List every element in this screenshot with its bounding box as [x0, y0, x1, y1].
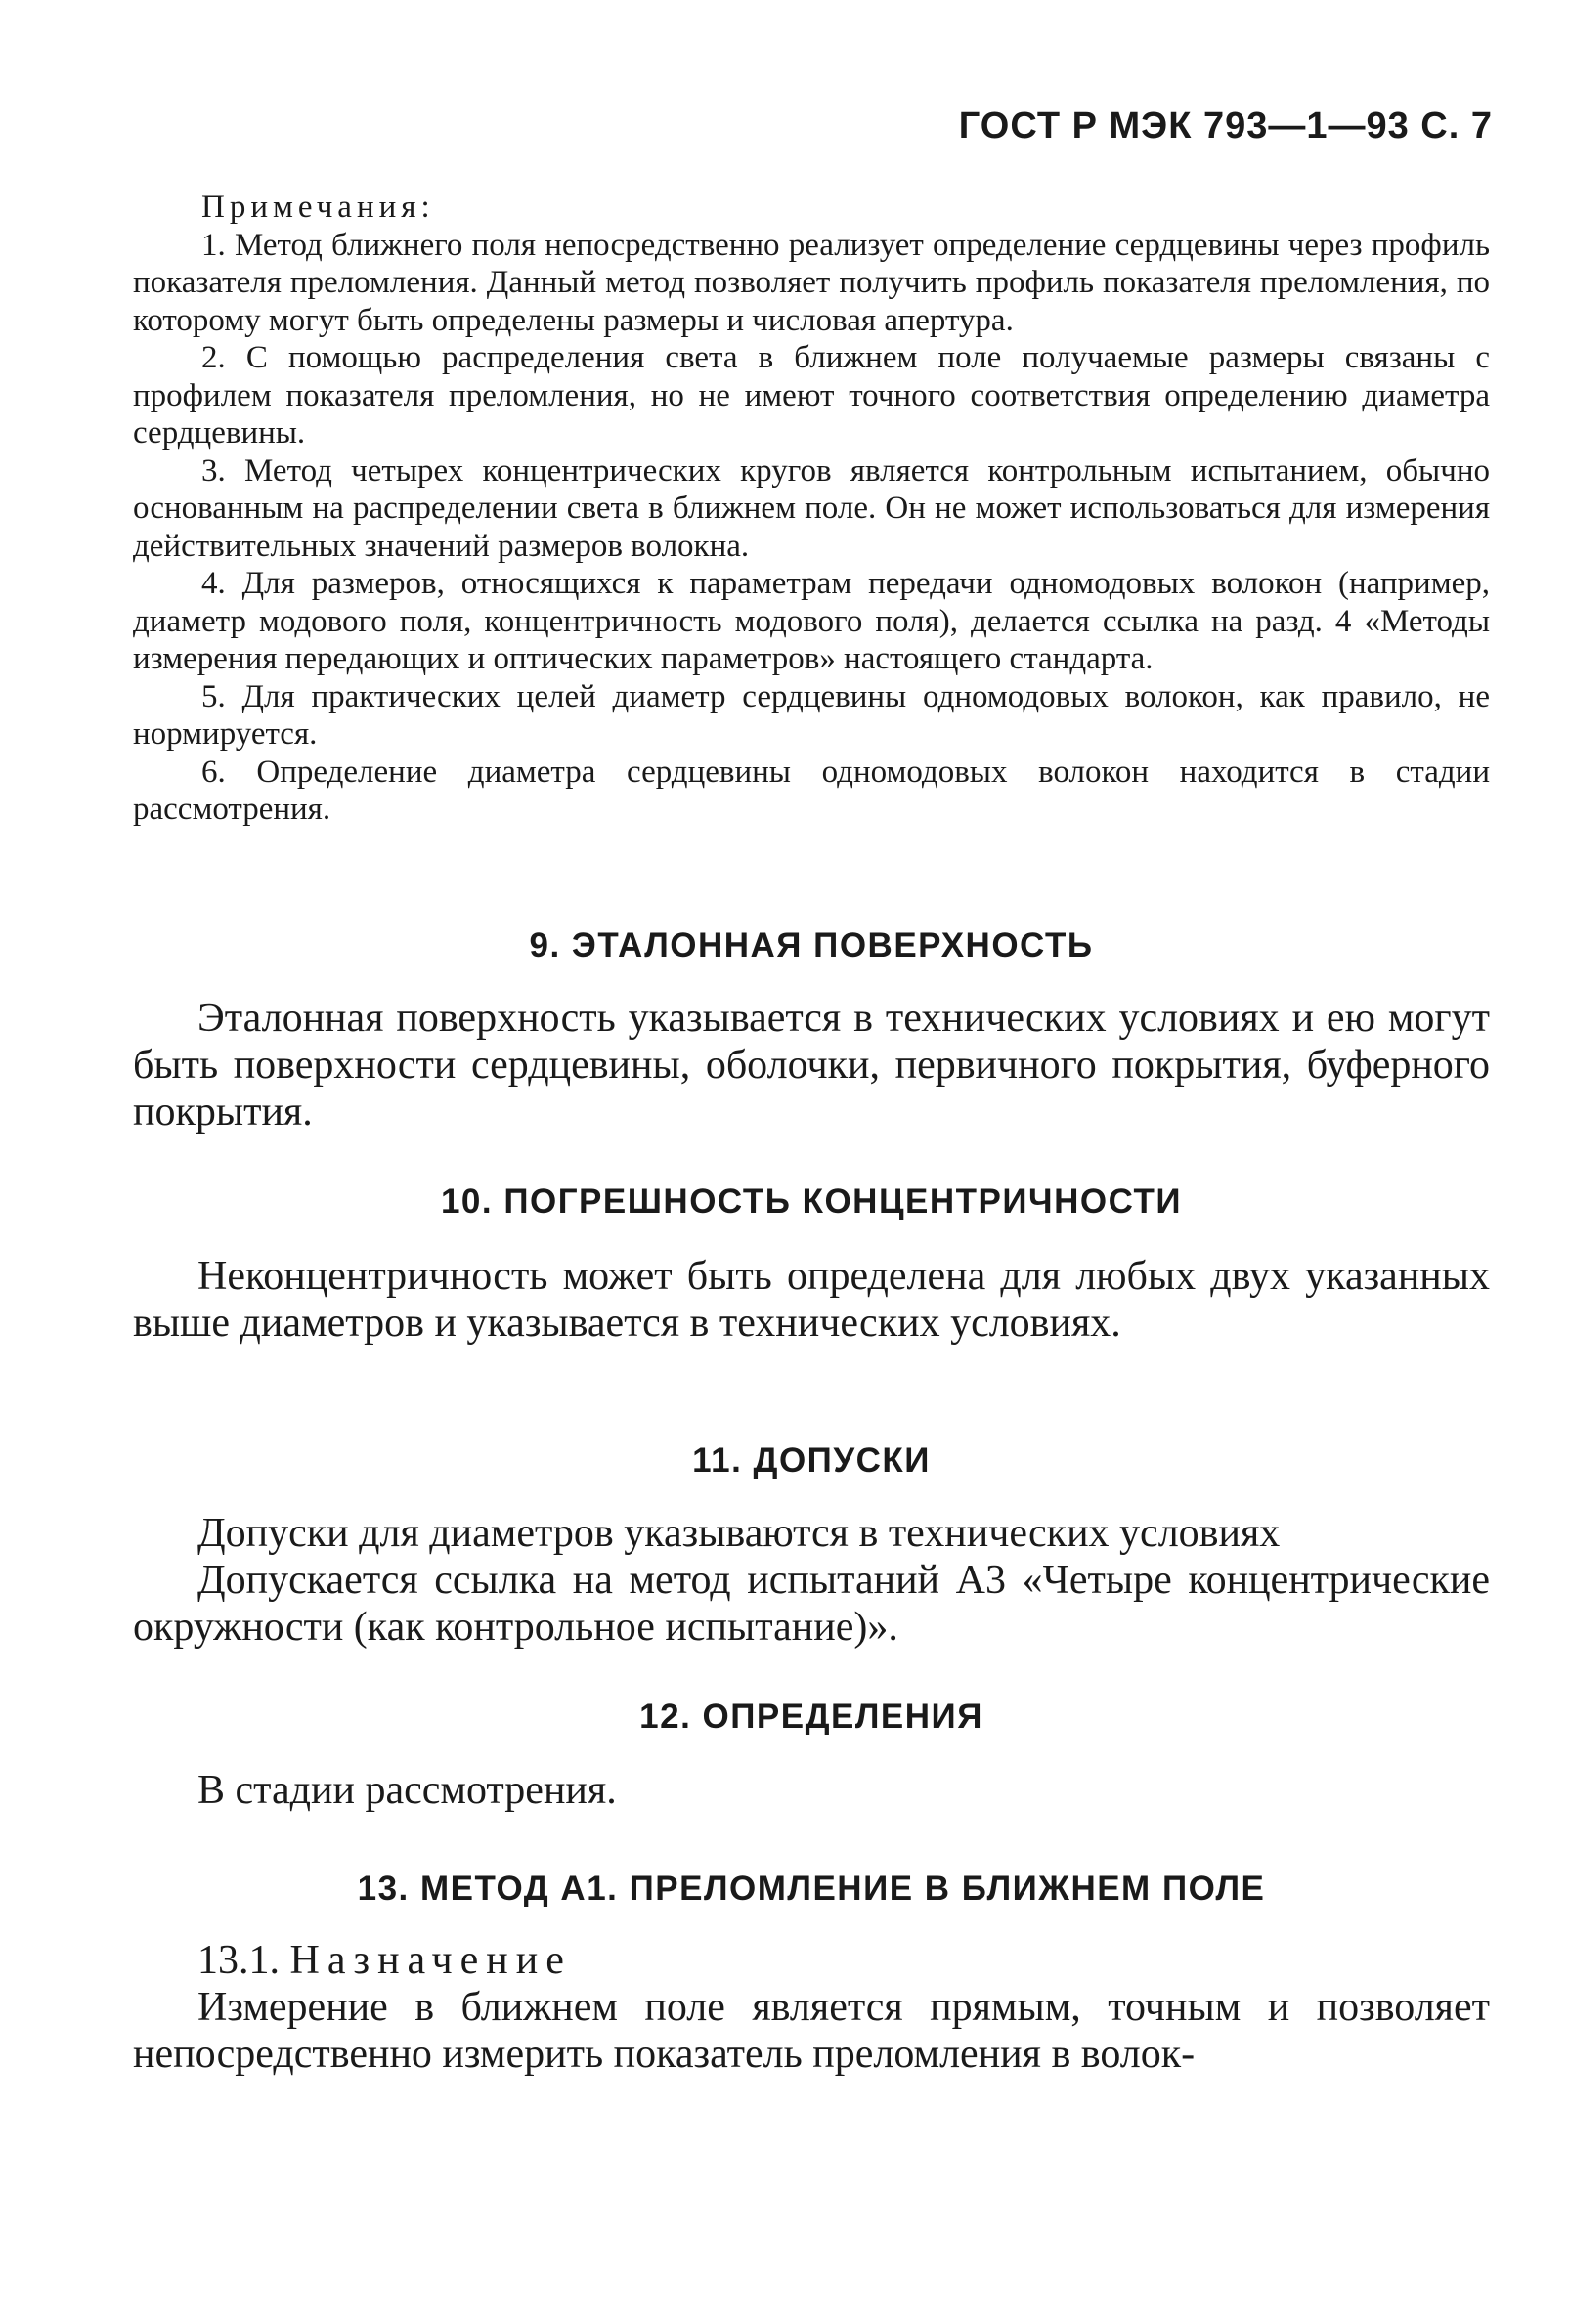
section-9-text: Эталонная поверхность указывается в технических условиях и ею могут быть поверхности сердцевины, оболочки, первичного покрытия, буферного покрытия.: [133, 996, 1490, 1135]
section-11-heading: 11. ДОПУСКИ: [692, 1442, 931, 1480]
subsection-number: 13.1.: [197, 1938, 280, 1983]
section-11-body: [133, 1510, 1490, 1651]
section-12-body: [133, 1767, 1490, 1814]
notes-block: [133, 189, 1490, 829]
note-item: 4. Для размеров, относящихся к параметрам передачи одномодовых волокон (например, диаметр модового поля, концентричность модового поля), делается ссылка на разд. 4 «Методы измерения передающих и оптических параметров» настоящего стандарта.: [133, 566, 1490, 676]
running-header: ГОСТ Р МЭК 793—1—93 С. 7: [958, 106, 1493, 147]
section-9-heading: 9. ЭТАЛОННАЯ ПОВЕРХНОСТЬ: [529, 926, 1094, 965]
section-13-text: Измерение в ближнем поле является прямым, точным и позволяет непосредственно измерить показатель преломления в волок-: [133, 1985, 1490, 2077]
notes-title: Примечания:: [201, 190, 435, 225]
section-10-text: Неконцентричность может быть определена для любых двух указанных выше диаметров и указывается в технических условиях.: [133, 1254, 1490, 1346]
section-13-body: [133, 1937, 1490, 2078]
section-10-heading: 10. ПОГРЕШНОСТЬ КОНЦЕНТРИЧНОСТИ: [440, 1183, 1183, 1221]
note-item: 2. С помощью распределения света в ближнем поле получаемые размеры связаны с профилем показателя преломления, но не имеют точного соответствия определению диаметра сердцевины.: [133, 340, 1490, 451]
subsection-13-1-title: [133, 1937, 1490, 1984]
section-12-text: В стадии рассмотрения.: [197, 1768, 617, 1813]
note-item: 1. Метод ближнего поля непосредственно реализует определение сердцевины через профиль показателя преломления. Данный метод позволяет получить профиль показателя преломления, по которому могут быть определены размеры и числовая апертура.: [133, 227, 1490, 338]
section-12-heading: 12. ОПРЕДЕЛЕНИЯ: [639, 1698, 983, 1736]
section-10-body: [133, 1253, 1490, 1347]
note-item: 5. Для практических целей диаметр сердцевины одномодовых волокон, как правило, не нормируется.: [133, 678, 1490, 752]
note-item: 6. Определение диаметра сердцевины одномодовых волокон находится в стадии рассмотрения.: [133, 753, 1490, 827]
subsection-title: Назначение: [289, 1938, 572, 1983]
section-9-body: [133, 995, 1490, 1136]
note-item: 3. Метод четырех концентрических кругов является контрольным испытанием, обычно основанным на распределении света в ближнем поле. Он не может использоваться для измерения действительных значений размеров волокна.: [133, 452, 1490, 564]
section-13-heading: 13. МЕТОД А1. ПРЕЛОМЛЕНИЕ В БЛИЖНЕМ ПОЛЕ: [357, 1870, 1266, 1908]
section-11-text-1: Допуски для диаметров указываются в технических условиях: [197, 1511, 1281, 1556]
section-11-text-2: Допускается ссылка на метод испытаний А3 «Четыре концентрические окружности (как контрольное испытание)».: [133, 1558, 1490, 1650]
